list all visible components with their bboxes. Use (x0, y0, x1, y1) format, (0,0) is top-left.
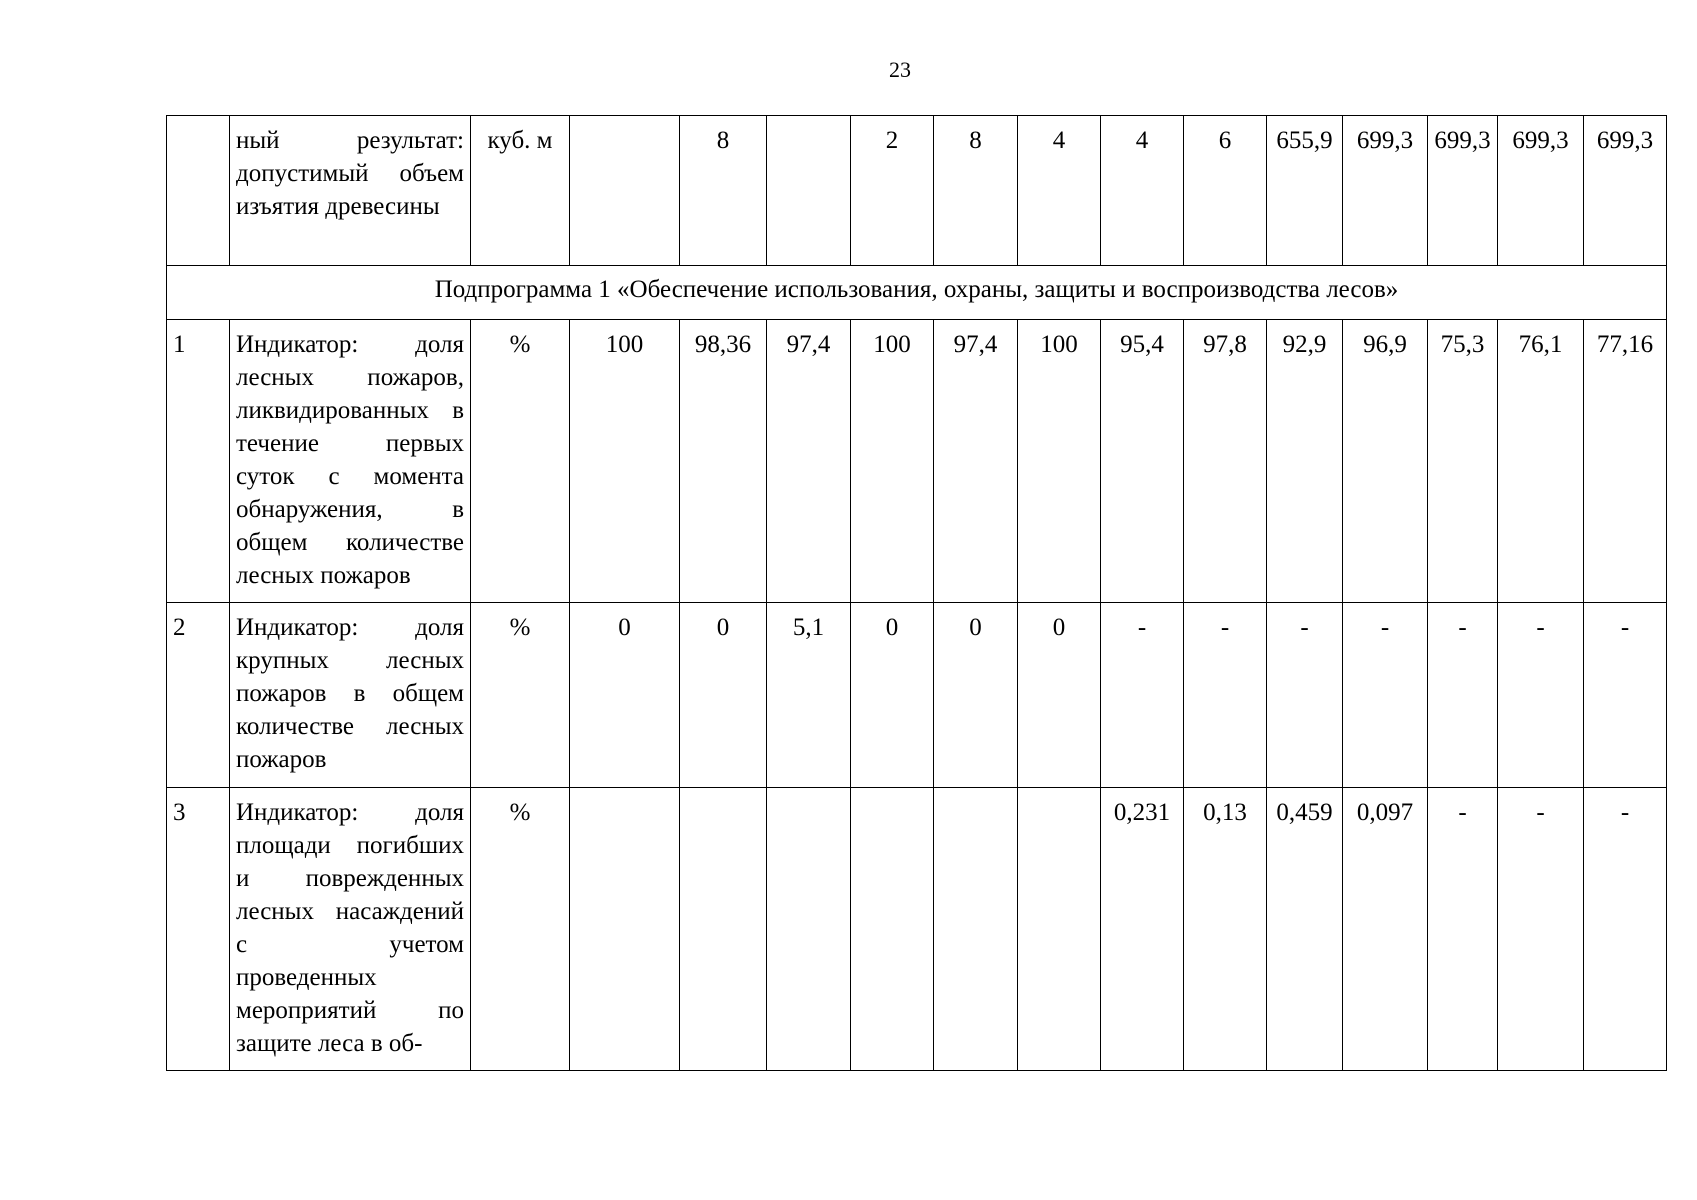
value-cell: - (1584, 788, 1667, 1071)
indicator-description: ный результат: допустимый объем изъятия древесины (230, 116, 471, 266)
value-cell: 97,4 (934, 320, 1018, 603)
value-cell: 0 (570, 603, 680, 788)
value-cell: - (1498, 603, 1584, 788)
table-row (167, 116, 1667, 266)
value-cell: 0,13 (1184, 788, 1267, 1071)
unit-cell: % (471, 603, 570, 788)
value-cell: 0,459 (1267, 788, 1343, 1071)
value-cell: 96,9 (1343, 320, 1428, 603)
value-cell (570, 788, 680, 1071)
row-number: 1 (167, 320, 230, 603)
value-cell: - (1428, 603, 1498, 788)
value-cell: 0 (1018, 603, 1101, 788)
indicator-description: Индикатор: доля крупных лесных пожаров в общем количестве лесных пожаров (230, 603, 471, 788)
value-cell (851, 788, 934, 1071)
value-cell: - (1498, 788, 1584, 1071)
unit-cell: % (471, 320, 570, 603)
value-cell: - (1428, 788, 1498, 1071)
table-row (167, 603, 1667, 788)
value-cell (767, 788, 851, 1071)
value-cell: - (1343, 603, 1428, 788)
value-cell (1018, 788, 1101, 1071)
value-cell: 92,9 (1267, 320, 1343, 603)
unit-cell: % (471, 788, 570, 1071)
value-cell (680, 788, 767, 1071)
value-cell: 75,3 (1428, 320, 1498, 603)
indicator-description: Индикатор: доля лесных пожаров, ликвидированных в течение первых суток с момента обнаружения, в общем количестве лесных пожаров (230, 320, 471, 603)
value-cell: 100 (851, 320, 934, 603)
value-cell: 0,097 (1343, 788, 1428, 1071)
table-row (167, 788, 1667, 1071)
value-cell: 100 (1018, 320, 1101, 603)
value-cell: 699,3 (1498, 116, 1584, 266)
value-cell: - (1584, 603, 1667, 788)
value-cell: 97,8 (1184, 320, 1267, 603)
indicator-table (166, 115, 1667, 1071)
page-number: 23 (889, 57, 911, 82)
row-number: 2 (167, 603, 230, 788)
value-cell: 4 (1018, 116, 1101, 266)
indicator-description: Индикатор: доля площади погибших и поврежденных лесных насаждений с учетом проведенных мероприятий по защите леса в об- (230, 788, 471, 1071)
value-cell: 0 (851, 603, 934, 788)
value-cell: 2 (851, 116, 934, 266)
value-cell: 4 (1101, 116, 1184, 266)
section-row (167, 266, 1667, 320)
value-cell: 655,9 (1267, 116, 1343, 266)
unit-cell: куб. м (471, 116, 570, 266)
row-number: 3 (167, 788, 230, 1071)
value-cell: 699,3 (1343, 116, 1428, 266)
table-row (167, 320, 1667, 603)
section-title: Подпрограмма 1 «Обеспечение использования, охраны, защиты и воспроизводства лесов» (167, 266, 1667, 320)
value-cell: 77,16 (1584, 320, 1667, 603)
value-cell: 699,3 (1428, 116, 1498, 266)
value-cell: - (1184, 603, 1267, 788)
table-body (167, 116, 1667, 1071)
value-cell: 8 (680, 116, 767, 266)
value-cell: 0 (934, 603, 1018, 788)
value-cell: 8 (934, 116, 1018, 266)
value-cell: 95,4 (1101, 320, 1184, 603)
value-cell (570, 116, 680, 266)
value-cell: 0 (680, 603, 767, 788)
value-cell: 5,1 (767, 603, 851, 788)
value-cell: - (1267, 603, 1343, 788)
value-cell: 98,36 (680, 320, 767, 603)
value-cell: 76,1 (1498, 320, 1584, 603)
value-cell (934, 788, 1018, 1071)
value-cell (767, 116, 851, 266)
value-cell: 97,4 (767, 320, 851, 603)
row-number (167, 116, 230, 266)
value-cell: 0,231 (1101, 788, 1184, 1071)
value-cell: 100 (570, 320, 680, 603)
value-cell: 6 (1184, 116, 1267, 266)
value-cell: 699,3 (1584, 116, 1667, 266)
value-cell: - (1101, 603, 1184, 788)
